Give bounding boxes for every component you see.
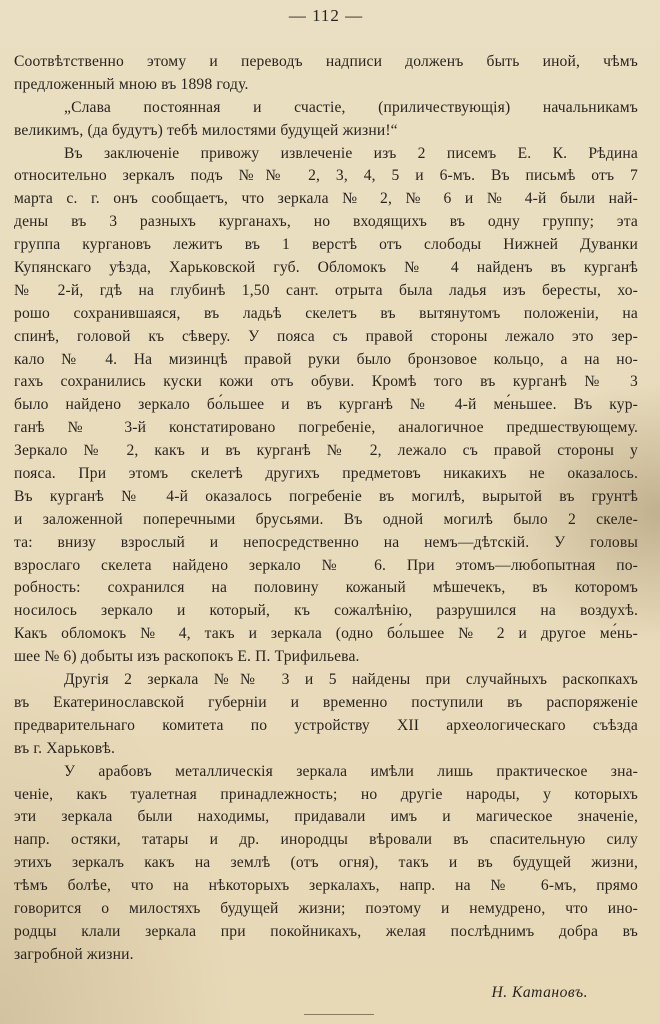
text-line: родцы клали зеркала при покойникахъ, желая послѣднимъ добра въ (14, 922, 638, 940)
text-line: взрослаго скелета найдено зеркало № 6. При этомъ—любопытная по- (14, 556, 638, 574)
text-line: напр. остяки, татары и др. инородцы вѣровали въ спасительную силу (14, 831, 638, 849)
text-line: ченіе, какъ туалетная принадлежность; но другіе народы, у которыхъ (14, 785, 638, 803)
text-line: робность: сохранился на половину кожаный мѣшечекъ, въ которомъ (14, 579, 638, 597)
text-line: рошо сохранившаяся, въ ладьѣ скелетъ въ вытянутомъ положеніи, на (14, 304, 638, 322)
text-line: У арабовъ металлическія зеркала имѣли лишь практическое зна- (64, 762, 638, 780)
text-line: этихъ зеркалъ какъ на землѣ (отъ огня), такъ и въ будущей жизни, (14, 854, 638, 872)
text-line: загробной жизни. (14, 945, 134, 963)
text-line: Купянскаго уѣзда, Харьковской губ. Обломокъ № 4 найденъ въ курганѣ (14, 259, 638, 277)
text-line: эти зеркала были находимы, придавали имъ и магическое значеніе, (14, 808, 638, 826)
text-line: „Слава постоянная и счастіе, (приличествующія) начальникамъ (64, 98, 638, 116)
text-line: Зеркало № 2, какъ и въ курганѣ № 2, лежало съ правой стороны у (14, 442, 638, 460)
text-line: та: внизу взрослый и непосредственно на немъ—дѣтскій. У головы (14, 533, 638, 551)
text-line: № 2-й, гдѣ на глубинѣ 1,50 сант. отрыта была ладья изъ бересты, хо- (14, 281, 638, 299)
text-line: ганѣ № 3-й констатировано погребеніе, аналогичное предшествующему. (14, 419, 638, 437)
text-line: предварительнаго комитета по устройству XII археологическаго съѣзда (14, 716, 638, 734)
body-text (14, 51, 638, 967)
text-line: носилось зеркало и который, къ сожалѣнію, разрушился на воздухѣ. (14, 602, 638, 620)
document-page (14, 0, 638, 1024)
author-signature: Н. Катановъ. (491, 984, 588, 1001)
text-line: было найдено зеркало бо́льшее и въ курганѣ № 4-й ме́ньшее. Въ кур- (14, 396, 638, 414)
text-line: марта с. г. онъ сообщаетъ, что зеркала № 2, № 6 и № 4-й были най- (14, 190, 638, 208)
text-line: тѣмъ болѣе, что на нѣкоторыхъ зеркалахъ, напр. на № 6-мъ, прямо (14, 877, 638, 895)
text-line: гахъ сохранились куски кожи отъ обуви. Кромѣ того въ курганѣ № 3 (14, 373, 638, 391)
text-line: кало № 4. На мизинцѣ правой руки было бронзовое кольцо, а на но- (14, 350, 638, 368)
text-line: относительно зеркалъ подъ №№ 2, 3, 4, 5 и 6-мъ. Въ письмѣ отъ 7 (14, 167, 638, 185)
text-line: пояса. При этомъ скелетѣ другихъ предметовъ никакихъ не оказалось. (14, 465, 638, 483)
text-line: Въ заключеніе привожу извлеченіе изъ 2 писемъ Е. К. Рѣдина (64, 144, 638, 162)
text-line: спинѣ, головой къ сѣверу. У пояса съ правой стороны лежало это зер- (14, 327, 638, 345)
text-line: великимъ, (да будутъ) тебѣ милостями будущей жизни!“ (14, 121, 398, 139)
text-line: группа кургановъ лежитъ въ 1 верстѣ отъ слободы Нижней Дуванки (14, 236, 638, 254)
text-line: въ Екатеринославской губерніи и временно поступили въ распоряженіе (14, 693, 638, 711)
text-line: говорится о милостяхъ будущей жизни; поэтому и немудрено, что ино- (14, 899, 638, 917)
text-line: шее № 6) добыты изъ раскопокъ Е. П. Трифильева. (14, 648, 360, 666)
text-line: и заложенной поперечными брусьями. Въ одной могилѣ было 2 скеле- (14, 510, 638, 528)
text-line: дены въ 3 разныхъ курганахъ, но входящихъ въ одну группу; эта (14, 213, 638, 231)
text-line: Въ курганѣ № 4-й оказалось погребеніе въ могилѣ, вырытой въ грунтѣ (14, 487, 638, 505)
page-number: — 112 — (288, 6, 364, 25)
text-line: Какъ обломокъ № 4, такъ и зеркала (одно бо́льшее № 2 и другое ме́нь- (14, 625, 638, 643)
footer-rule (304, 1014, 374, 1015)
text-line: Другія 2 зеркала №№ 3 и 5 найдены при случайныхъ раскопкахъ (64, 671, 638, 689)
text-line: въ г. Харьковѣ. (14, 739, 116, 757)
text-line: предложенный мною въ 1898 году. (14, 75, 249, 93)
text-line: Соотвѣтственно этому и переводъ надписи долженъ быть иной, чѣмъ (14, 53, 638, 70)
